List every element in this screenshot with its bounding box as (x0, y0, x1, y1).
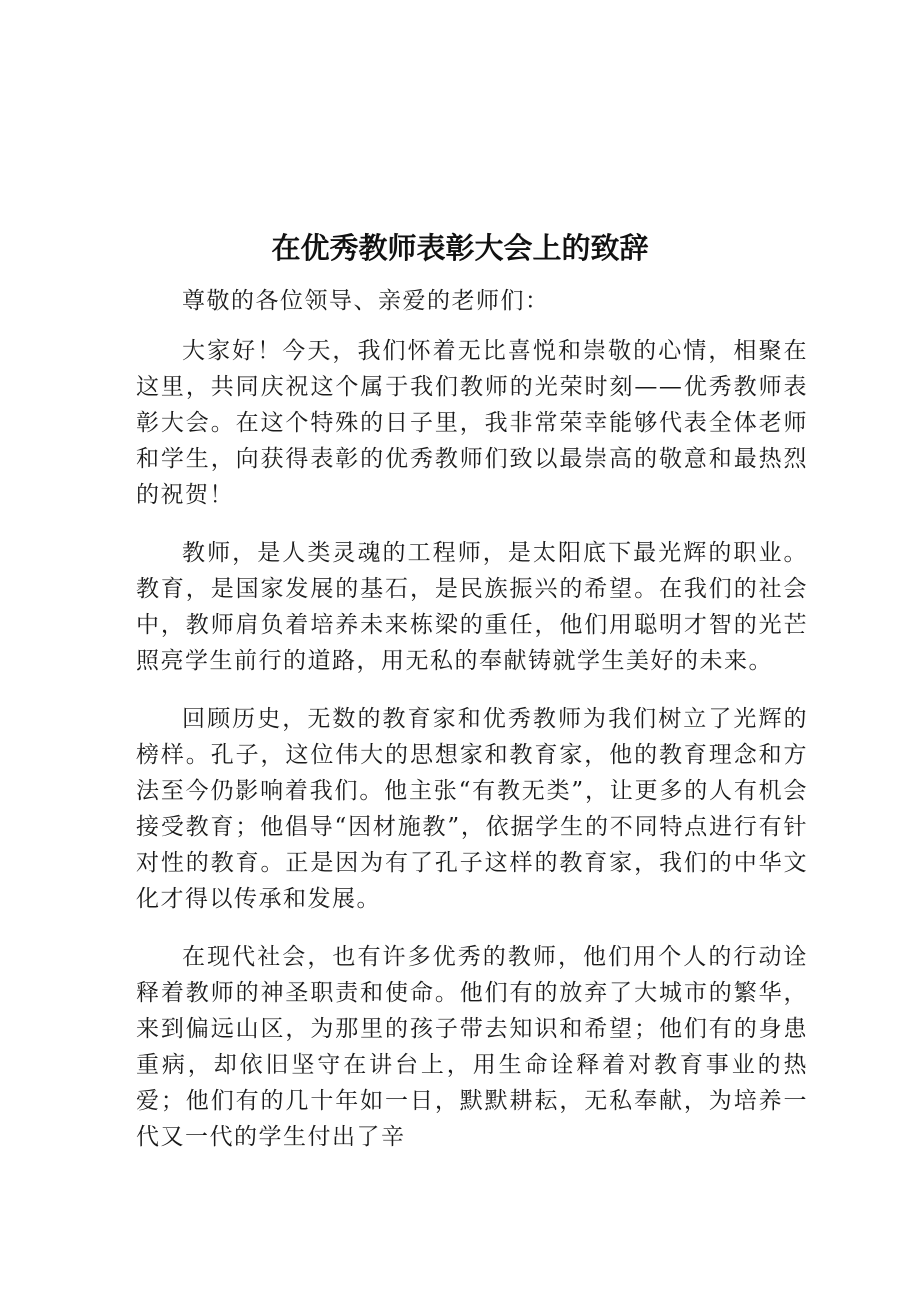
paragraph-modern-teachers: 在现代社会，也有许多优秀的教师，他们用个人的行动诠释着教师的神圣职责和使命。他们有的放弃了大城市的繁华，来到偏远山区，为那里的孩子带去知识和希望；他们有的身患重病，却依旧坚守在讲台上，用生命诠释着对教育事业的热爱；他们有的几十年如一日，默默耕耘，无私奉献，为培养一代又一代的学生付出了辛 (136, 944, 808, 1150)
paragraph-teacher-role: 教师，是人类灵魂的工程师，是太阳底下最光辉的职业。教育，是国家发展的基石，是民族振兴的希望。在我们的社会中，教师肩负着培养未来栋梁的重任，他们用聪明才智的光芒照亮学生前行的道路，用无私的奉献铸就学生美好的未来。 (136, 540, 808, 674)
page-title: 在优秀教师表彰大会上的致辞 (271, 231, 649, 265)
paragraph-greeting: 大家好！今天，我们怀着无比喜悦和崇敬的心情，相聚在这里，共同庆祝这个属于我们教师的光荣时刻——优秀教师表彰大会。在这个特殊的日子里，我非常荣幸能够代表全体老师和学生，向获得表彰的优秀教师们致以最崇高的敬意和最热烈的祝贺！ (136, 338, 808, 508)
salutation: 尊敬的各位领导、亲爱的老师们： (182, 288, 550, 314)
document-body (136, 283, 808, 1177)
paragraph-history: 回顾历史，无数的教育家和优秀教师为我们树立了光辉的榜样。孔子，这位伟大的思想家和教育家，他的教育理念和方法至今仍影响着我们。他主张“有教无类”，让更多的人有机会接受教育；他倡导“因材施教”，依据学生的不同特点进行有针对性的教育。正是因为有了孔子这样的教育家，我们的中华文化才得以传承和发展。 (136, 706, 808, 912)
